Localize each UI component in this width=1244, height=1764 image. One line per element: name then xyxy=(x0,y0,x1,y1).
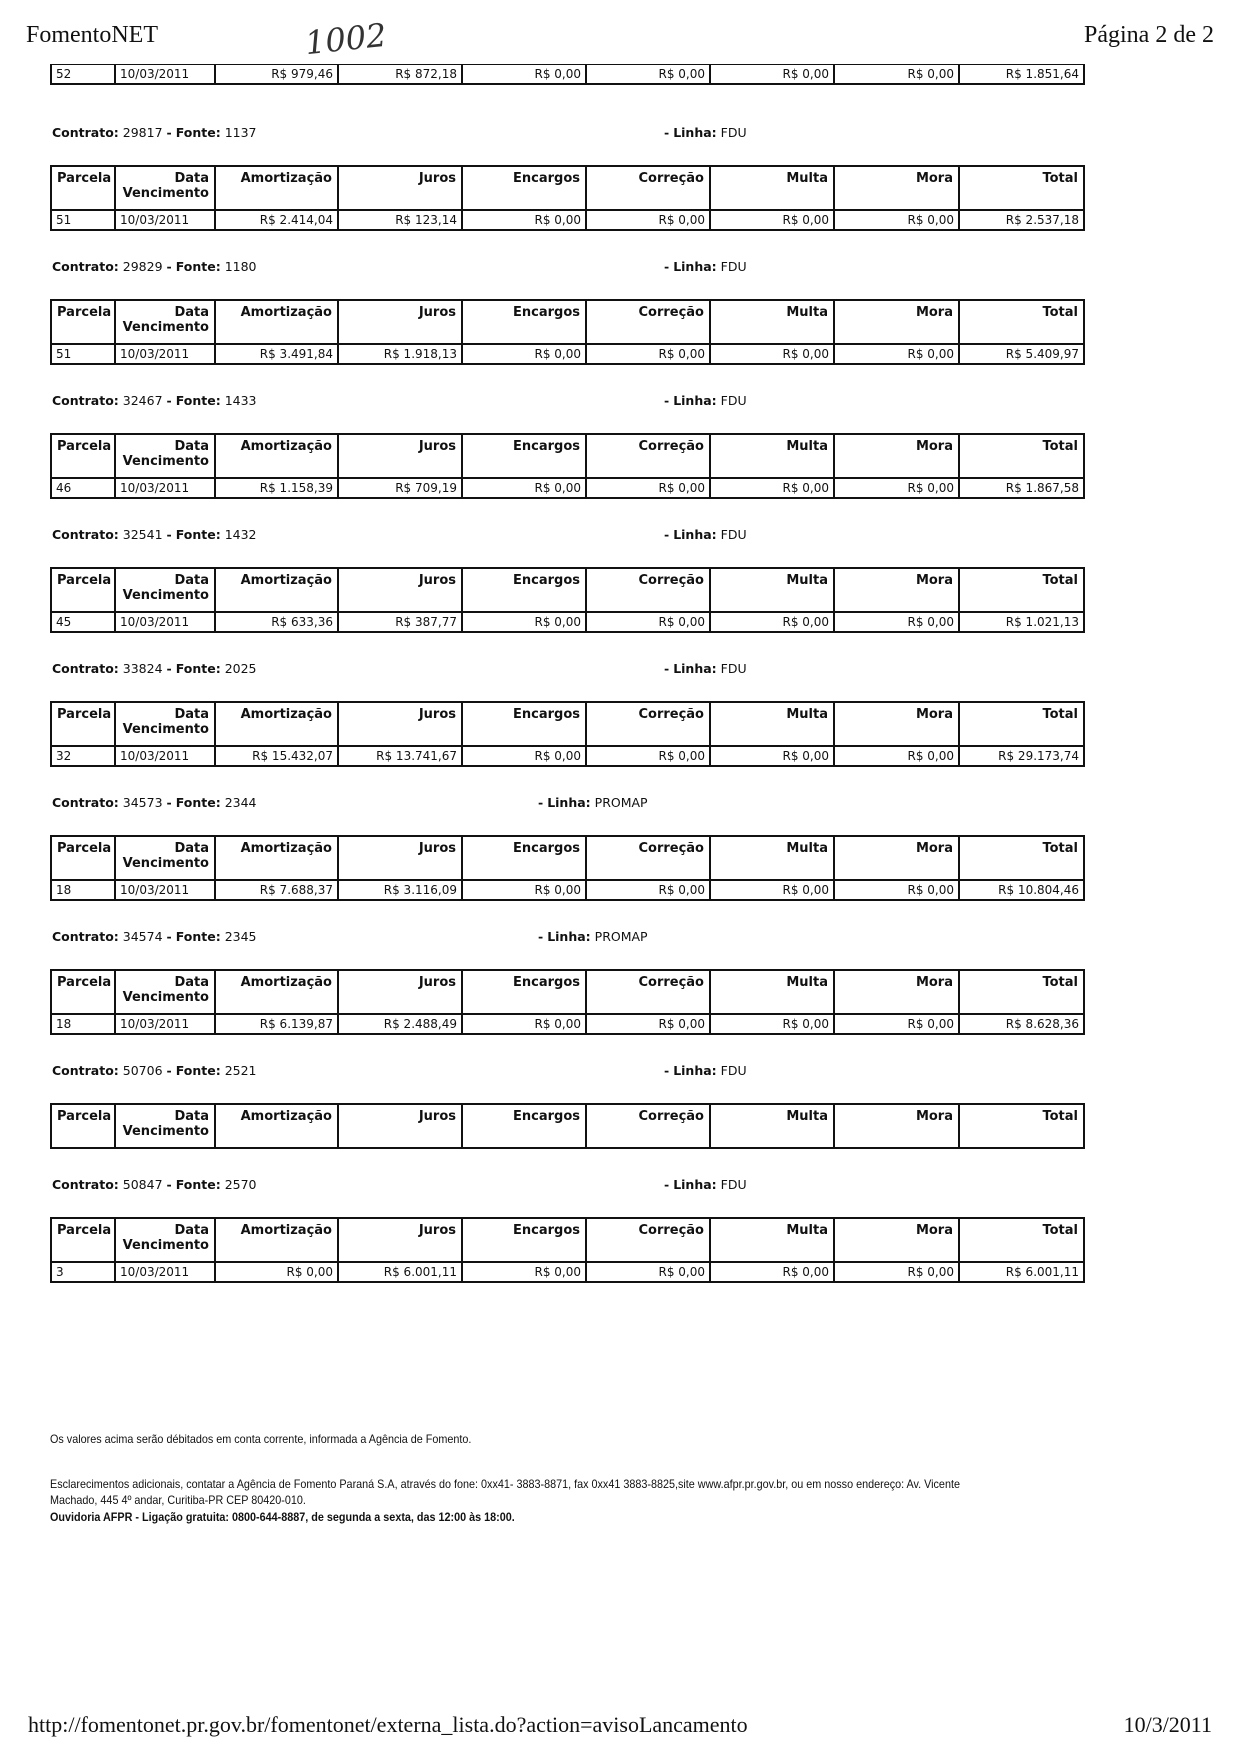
column-header-encargos: Encargos xyxy=(462,568,586,612)
table-row xyxy=(51,210,1084,230)
cell-data-vencimento: 10/03/2011 xyxy=(115,746,215,766)
contrato-number: 29817 xyxy=(122,125,163,140)
installment-table xyxy=(50,835,1085,901)
linha-value: FDU xyxy=(720,259,747,274)
cell-encargos: R$ 0,00 xyxy=(462,65,586,85)
cell-total: R$ 1.867,58 xyxy=(959,478,1084,498)
cell-parcela: 18 xyxy=(51,1014,115,1034)
contract-block xyxy=(50,1063,1083,1149)
contract-block xyxy=(50,259,1083,365)
column-header-total: Total xyxy=(959,166,1084,210)
column-header-multa: Multa xyxy=(710,166,834,210)
cell-amortizacao: R$ 979,46 xyxy=(215,65,338,85)
cell-mora: R$ 0,00 xyxy=(834,344,959,364)
column-header-multa: Multa xyxy=(710,434,834,478)
table-row xyxy=(51,1262,1084,1282)
cell-total: R$ 8.628,36 xyxy=(959,1014,1084,1034)
column-header-data-vencimento: Data Vencimento xyxy=(115,702,215,746)
cell-encargos: R$ 0,00 xyxy=(462,1014,586,1034)
cell-multa: R$ 0,00 xyxy=(710,612,834,632)
linha-value: FDU xyxy=(720,661,747,676)
separator-dash: - xyxy=(664,259,670,274)
column-header-correcao: Correção xyxy=(586,836,710,880)
cell-juros: R$ 6.001,11 xyxy=(338,1262,462,1282)
cell-data-vencimento: 10/03/2011 xyxy=(115,880,215,900)
table-header-row xyxy=(51,166,1084,210)
separator-dash: - xyxy=(166,1177,172,1192)
column-header-total: Total xyxy=(959,1218,1084,1262)
column-header-correcao: Correção xyxy=(586,166,710,210)
cell-correcao: R$ 0,00 xyxy=(586,210,710,230)
column-header-amortizacao: Amortização xyxy=(215,166,338,210)
separator-dash: - xyxy=(166,795,172,810)
previous-contract-row-table xyxy=(50,64,1085,85)
contrato-number: 50847 xyxy=(122,1177,163,1192)
separator-dash: - xyxy=(166,527,172,542)
installment-table xyxy=(50,969,1085,1035)
fonte-label: Fonte: xyxy=(175,661,221,676)
cell-correcao: R$ 0,00 xyxy=(586,1262,710,1282)
cell-parcela: 3 xyxy=(51,1262,115,1282)
cell-amortizacao: R$ 0,00 xyxy=(215,1262,338,1282)
cell-data-vencimento: 10/03/2011 xyxy=(115,344,215,364)
contract-block xyxy=(50,929,1083,1035)
table-row xyxy=(51,1014,1084,1034)
column-header-juros: Juros xyxy=(338,1104,462,1148)
column-header-encargos: Encargos xyxy=(462,300,586,344)
cell-multa: R$ 0,00 xyxy=(710,1014,834,1034)
column-header-encargos: Encargos xyxy=(462,970,586,1014)
column-header-parcela: Parcela xyxy=(51,568,115,612)
cell-parcela: 18 xyxy=(51,880,115,900)
column-header-parcela: Parcela xyxy=(51,1104,115,1148)
separator-dash: - xyxy=(166,125,172,140)
column-header-total: Total xyxy=(959,434,1084,478)
separator-dash: - xyxy=(166,393,172,408)
contract-block xyxy=(50,125,1083,231)
table-header-row xyxy=(51,702,1084,746)
separator-dash: - xyxy=(664,125,670,140)
cell-multa: R$ 0,00 xyxy=(710,65,834,85)
cell-amortizacao: R$ 15.432,07 xyxy=(215,746,338,766)
installment-table xyxy=(50,1103,1085,1149)
contract-block xyxy=(50,795,1083,901)
fonte-label: Fonte: xyxy=(175,1177,221,1192)
column-header-mora: Mora xyxy=(834,702,959,746)
table-row xyxy=(51,344,1084,364)
column-header-data-vencimento: Data Vencimento xyxy=(115,568,215,612)
cell-mora: R$ 0,00 xyxy=(834,1262,959,1282)
cell-amortizacao: R$ 6.139,87 xyxy=(215,1014,338,1034)
column-header-data-vencimento: Data Vencimento xyxy=(115,166,215,210)
cell-total: R$ 5.409,97 xyxy=(959,344,1084,364)
column-header-juros: Juros xyxy=(338,702,462,746)
column-header-mora: Mora xyxy=(834,836,959,880)
linha-value: FDU xyxy=(720,527,747,542)
separator-dash: - xyxy=(664,527,670,542)
cell-total: R$ 6.001,11 xyxy=(959,1262,1084,1282)
cell-amortizacao: R$ 3.491,84 xyxy=(215,344,338,364)
contract-info-line xyxy=(52,393,1083,411)
separator-dash: - xyxy=(664,1177,670,1192)
column-header-parcela: Parcela xyxy=(51,166,115,210)
linha-label: Linha: xyxy=(673,527,717,542)
column-header-mora: Mora xyxy=(834,166,959,210)
column-header-mora: Mora xyxy=(834,970,959,1014)
column-header-total: Total xyxy=(959,568,1084,612)
table-header-row xyxy=(51,300,1084,344)
column-header-encargos: Encargos xyxy=(462,702,586,746)
cell-correcao: R$ 0,00 xyxy=(586,1014,710,1034)
column-header-total: Total xyxy=(959,970,1084,1014)
column-header-amortizacao: Amortização xyxy=(215,1218,338,1262)
cell-mora: R$ 0,00 xyxy=(834,210,959,230)
contrato-number: 32541 xyxy=(122,527,163,542)
column-header-total: Total xyxy=(959,300,1084,344)
installment-table xyxy=(50,433,1085,499)
column-header-encargos: Encargos xyxy=(462,434,586,478)
contrato-number: 34573 xyxy=(122,795,163,810)
linha-value: FDU xyxy=(720,1063,747,1078)
cell-juros: R$ 3.116,09 xyxy=(338,880,462,900)
fonte-number: 1432 xyxy=(224,527,257,542)
contract-info-line xyxy=(52,259,1083,277)
linha-value: FDU xyxy=(720,1177,747,1192)
separator-dash: - xyxy=(664,661,670,676)
column-header-multa: Multa xyxy=(710,836,834,880)
column-header-parcela: Parcela xyxy=(51,836,115,880)
table-header-row xyxy=(51,434,1084,478)
cell-correcao: R$ 0,00 xyxy=(586,880,710,900)
contract-info-line xyxy=(52,1177,1083,1195)
column-header-multa: Multa xyxy=(710,1218,834,1262)
column-header-correcao: Correção xyxy=(586,1218,710,1262)
installment-table xyxy=(50,701,1085,767)
column-header-correcao: Correção xyxy=(586,1104,710,1148)
cell-mora: R$ 0,00 xyxy=(834,880,959,900)
cell-multa: R$ 0,00 xyxy=(710,746,834,766)
cell-juros: R$ 13.741,67 xyxy=(338,746,462,766)
ouvidoria-note: Ouvidoria AFPR - Ligação gratuita: 0800-644-8887, de segunda a sexta, das 12:00 às 18:00. xyxy=(50,1510,515,1524)
cell-encargos: R$ 0,00 xyxy=(462,210,586,230)
cell-encargos: R$ 0,00 xyxy=(462,344,586,364)
column-header-multa: Multa xyxy=(710,970,834,1014)
table-header-row xyxy=(51,568,1084,612)
cell-parcela: 45 xyxy=(51,612,115,632)
column-header-juros: Juros xyxy=(338,1218,462,1262)
cell-encargos: R$ 0,00 xyxy=(462,880,586,900)
table-header-row xyxy=(51,1104,1084,1148)
table-row xyxy=(51,65,1084,85)
cell-mora: R$ 0,00 xyxy=(834,65,959,85)
cell-data-vencimento: 10/03/2011 xyxy=(115,1014,215,1034)
column-header-correcao: Correção xyxy=(586,568,710,612)
fonte-number: 2345 xyxy=(224,929,257,944)
installment-table xyxy=(50,1217,1085,1283)
column-header-correcao: Correção xyxy=(586,434,710,478)
cell-amortizacao: R$ 1.158,39 xyxy=(215,478,338,498)
linha-label: Linha: xyxy=(673,125,717,140)
contrato-label: Contrato: xyxy=(52,125,119,140)
contract-info-line xyxy=(52,929,1083,947)
column-header-amortizacao: Amortização xyxy=(215,434,338,478)
column-header-mora: Mora xyxy=(834,300,959,344)
column-header-parcela: Parcela xyxy=(51,434,115,478)
fonte-label: Fonte: xyxy=(175,1063,221,1078)
cell-encargos: R$ 0,00 xyxy=(462,478,586,498)
cell-parcela: 52 xyxy=(51,65,115,85)
cell-parcela: 51 xyxy=(51,210,115,230)
cell-juros: R$ 709,19 xyxy=(338,478,462,498)
cell-data-vencimento: 10/03/2011 xyxy=(115,478,215,498)
column-header-juros: Juros xyxy=(338,434,462,478)
separator-dash: - xyxy=(664,1063,670,1078)
column-header-mora: Mora xyxy=(834,1218,959,1262)
column-header-correcao: Correção xyxy=(586,702,710,746)
column-header-data-vencimento: Data Vencimento xyxy=(115,1104,215,1148)
column-header-parcela: Parcela xyxy=(51,970,115,1014)
fonte-label: Fonte: xyxy=(175,929,221,944)
document-body xyxy=(50,64,1083,1283)
column-header-correcao: Correção xyxy=(586,300,710,344)
table-header-row xyxy=(51,1218,1084,1262)
fonte-number: 1180 xyxy=(224,259,257,274)
contrato-label: Contrato: xyxy=(52,527,119,542)
cell-mora: R$ 0,00 xyxy=(834,612,959,632)
linha-label: Linha: xyxy=(547,795,591,810)
linha-value: FDU xyxy=(720,393,747,408)
contract-info-line xyxy=(52,661,1083,679)
cell-mora: R$ 0,00 xyxy=(834,1014,959,1034)
cell-parcela: 46 xyxy=(51,478,115,498)
linha-label: Linha: xyxy=(673,259,717,274)
footer-url: http://fomentonet.pr.gov.br/fomentonet/externa_lista.do?action=avisoLancamento xyxy=(28,1712,748,1737)
cell-total: R$ 2.537,18 xyxy=(959,210,1084,230)
contract-block xyxy=(50,661,1083,767)
installment-table xyxy=(50,299,1085,365)
column-header-parcela: Parcela xyxy=(51,300,115,344)
fonte-number: 2025 xyxy=(224,661,257,676)
cell-total: R$ 1.021,13 xyxy=(959,612,1084,632)
column-header-data-vencimento: Data Vencimento xyxy=(115,1218,215,1262)
column-header-data-vencimento: Data Vencimento xyxy=(115,836,215,880)
column-header-data-vencimento: Data Vencimento xyxy=(115,970,215,1014)
linha-value: PROMAP xyxy=(594,795,648,810)
linha-value: FDU xyxy=(720,125,747,140)
cell-amortizacao: R$ 2.414,04 xyxy=(215,210,338,230)
brand-title: FomentoNET xyxy=(26,22,158,48)
cell-juros: R$ 2.488,49 xyxy=(338,1014,462,1034)
fonte-number: 2344 xyxy=(224,795,257,810)
fonte-number: 2570 xyxy=(224,1177,257,1192)
contracts-list xyxy=(50,125,1083,1283)
column-header-juros: Juros xyxy=(338,568,462,612)
column-header-juros: Juros xyxy=(338,300,462,344)
table-row xyxy=(51,612,1084,632)
column-header-total: Total xyxy=(959,702,1084,746)
fonte-number: 1137 xyxy=(224,125,257,140)
cell-encargos: R$ 0,00 xyxy=(462,1262,586,1282)
column-header-amortizacao: Amortização xyxy=(215,970,338,1014)
cell-data-vencimento: 10/03/2011 xyxy=(115,1262,215,1282)
fonte-number: 2521 xyxy=(224,1063,257,1078)
column-header-amortizacao: Amortização xyxy=(215,300,338,344)
contrato-label: Contrato: xyxy=(52,1063,119,1078)
contrato-number: 34574 xyxy=(122,929,163,944)
fonte-label: Fonte: xyxy=(175,259,221,274)
table-row xyxy=(51,478,1084,498)
column-header-data-vencimento: Data Vencimento xyxy=(115,434,215,478)
contract-info-line xyxy=(52,1063,1083,1081)
cell-correcao: R$ 0,00 xyxy=(586,746,710,766)
cell-total: R$ 29.173,74 xyxy=(959,746,1084,766)
cell-multa: R$ 0,00 xyxy=(710,880,834,900)
contract-info-line xyxy=(52,527,1083,545)
column-header-parcela: Parcela xyxy=(51,1218,115,1262)
column-header-juros: Juros xyxy=(338,166,462,210)
cell-encargos: R$ 0,00 xyxy=(462,612,586,632)
cell-amortizacao: R$ 7.688,37 xyxy=(215,880,338,900)
cell-data-vencimento: 10/03/2011 xyxy=(115,65,215,85)
cell-correcao: R$ 0,00 xyxy=(586,65,710,85)
column-header-amortizacao: Amortização xyxy=(215,836,338,880)
table-row xyxy=(51,880,1084,900)
column-header-mora: Mora xyxy=(834,1104,959,1148)
separator-dash: - xyxy=(166,661,172,676)
cell-encargos: R$ 0,00 xyxy=(462,746,586,766)
contrato-number: 32467 xyxy=(122,393,163,408)
debit-note: Os valores acima serão débitados em conta corrente, informada a Agência de Fomento. xyxy=(50,1432,472,1446)
column-header-total: Total xyxy=(959,1104,1084,1148)
cell-data-vencimento: 10/03/2011 xyxy=(115,612,215,632)
contrato-label: Contrato: xyxy=(52,393,119,408)
table-row xyxy=(51,746,1084,766)
table-header-row xyxy=(51,836,1084,880)
linha-value: PROMAP xyxy=(594,929,648,944)
column-header-encargos: Encargos xyxy=(462,166,586,210)
cell-juros: R$ 123,14 xyxy=(338,210,462,230)
installment-table xyxy=(50,567,1085,633)
cell-juros: R$ 387,77 xyxy=(338,612,462,632)
column-header-total: Total xyxy=(959,836,1084,880)
contrato-label: Contrato: xyxy=(52,929,119,944)
installment-table xyxy=(50,165,1085,231)
contrato-label: Contrato: xyxy=(52,1177,119,1192)
cell-parcela: 51 xyxy=(51,344,115,364)
column-header-encargos: Encargos xyxy=(462,836,586,880)
cell-multa: R$ 0,00 xyxy=(710,478,834,498)
column-header-mora: Mora xyxy=(834,434,959,478)
column-header-parcela: Parcela xyxy=(51,702,115,746)
cell-parcela: 32 xyxy=(51,746,115,766)
column-header-multa: Multa xyxy=(710,1104,834,1148)
cell-total: R$ 1.851,64 xyxy=(959,65,1084,85)
column-header-multa: Multa xyxy=(710,568,834,612)
page-indicator: Página 2 de 2 xyxy=(1084,22,1214,48)
linha-label: Linha: xyxy=(673,661,717,676)
contrato-number: 33824 xyxy=(122,661,163,676)
separator-dash: - xyxy=(166,1063,172,1078)
column-header-correcao: Correção xyxy=(586,970,710,1014)
column-header-encargos: Encargos xyxy=(462,1104,586,1148)
cell-correcao: R$ 0,00 xyxy=(586,612,710,632)
contrato-number: 50706 xyxy=(122,1063,163,1078)
separator-dash: - xyxy=(166,259,172,274)
cell-multa: R$ 0,00 xyxy=(710,210,834,230)
contrato-label: Contrato: xyxy=(52,259,119,274)
cell-amortizacao: R$ 633,36 xyxy=(215,612,338,632)
footer-date: 10/3/2011 xyxy=(1123,1712,1212,1737)
separator-dash: - xyxy=(538,795,544,810)
cell-juros: R$ 872,18 xyxy=(338,65,462,85)
column-header-mora: Mora xyxy=(834,568,959,612)
separator-dash: - xyxy=(538,929,544,944)
cell-total: R$ 10.804,46 xyxy=(959,880,1084,900)
cell-mora: R$ 0,00 xyxy=(834,478,959,498)
fonte-number: 1433 xyxy=(224,393,257,408)
linha-label: Linha: xyxy=(673,1063,717,1078)
cell-mora: R$ 0,00 xyxy=(834,746,959,766)
separator-dash: - xyxy=(664,393,670,408)
contrato-label: Contrato: xyxy=(52,661,119,676)
fonte-label: Fonte: xyxy=(175,125,221,140)
cell-multa: R$ 0,00 xyxy=(710,1262,834,1282)
column-header-encargos: Encargos xyxy=(462,1218,586,1262)
table-header-row xyxy=(51,970,1084,1014)
column-header-amortizacao: Amortização xyxy=(215,1104,338,1148)
fonte-label: Fonte: xyxy=(175,527,221,542)
separator-dash: - xyxy=(166,929,172,944)
contract-info-line xyxy=(52,795,1083,813)
cell-multa: R$ 0,00 xyxy=(710,344,834,364)
column-header-juros: Juros xyxy=(338,836,462,880)
column-header-multa: Multa xyxy=(710,300,834,344)
contract-block xyxy=(50,393,1083,499)
column-header-multa: Multa xyxy=(710,702,834,746)
contract-block xyxy=(50,1177,1083,1283)
linha-label: Linha: xyxy=(547,929,591,944)
contract-info-line xyxy=(52,125,1083,143)
handwritten-page-number: 1002 xyxy=(303,15,389,63)
contrato-label: Contrato: xyxy=(52,795,119,810)
linha-label: Linha: xyxy=(673,393,717,408)
cell-correcao: R$ 0,00 xyxy=(586,344,710,364)
cell-juros: R$ 1.918,13 xyxy=(338,344,462,364)
linha-label: Linha: xyxy=(673,1177,717,1192)
column-header-juros: Juros xyxy=(338,970,462,1014)
fonte-label: Fonte: xyxy=(175,795,221,810)
contact-note: Esclarecimentos adicionais, contatar a Agência de Fomento Paraná S.A, através do fone: 0xx41- 3883-8871, fax 0xx41 3883-8825,site www.afpr.pr.gov.br, ou em nosso endereço: Av. Vicente Machado, 445 4º andar, Curitiba-PR CEP 80420-010. xyxy=(50,1477,960,1507)
column-header-amortizacao: Amortização xyxy=(215,568,338,612)
column-header-data-vencimento: Data Vencimento xyxy=(115,300,215,344)
column-header-amortizacao: Amortização xyxy=(215,702,338,746)
contract-block xyxy=(50,527,1083,633)
fonte-label: Fonte: xyxy=(175,393,221,408)
contrato-number: 29829 xyxy=(122,259,163,274)
cell-correcao: R$ 0,00 xyxy=(586,478,710,498)
cell-data-vencimento: 10/03/2011 xyxy=(115,210,215,230)
